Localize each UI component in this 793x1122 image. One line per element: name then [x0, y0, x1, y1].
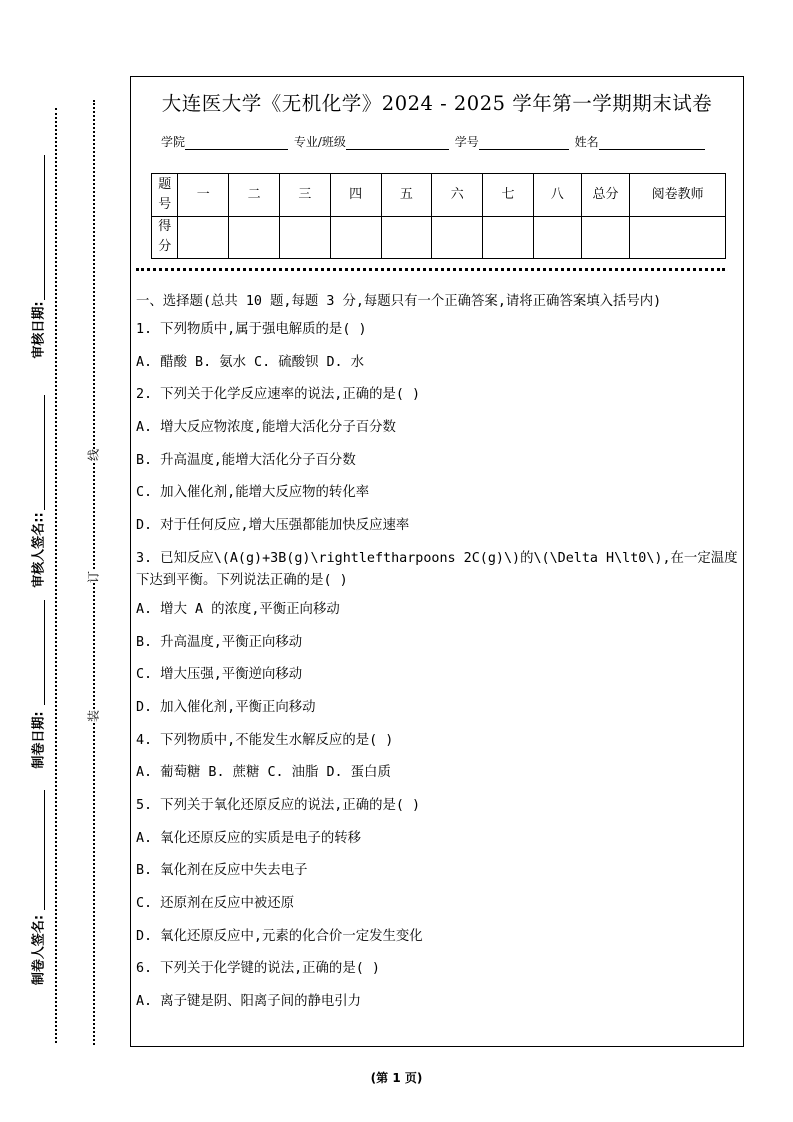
question-line: C. 增大压强,平衡逆向移动 — [136, 667, 303, 683]
score-cell[interactable] — [229, 216, 280, 259]
question-line: 5. 下列关于氧化还原反应的说法,正确的是( ) — [136, 797, 421, 813]
col-header: 六 — [432, 174, 483, 217]
score-table-header-row — [152, 174, 726, 217]
col-header: 三 — [279, 174, 330, 217]
question-line: A. 氧化还原反应的实质是电子的转移 — [136, 830, 362, 846]
score-cell[interactable] — [178, 216, 229, 259]
total-score-cell[interactable] — [581, 216, 630, 259]
id-label: 学号 — [454, 135, 479, 149]
question-line: A. 离子键是阴、阳离子间的静电引力 — [136, 994, 362, 1010]
score-table-score-row — [152, 216, 726, 259]
score-cell[interactable] — [432, 216, 483, 259]
question-line: D. 对于任何反应,增大压强都能加快反应速率 — [136, 518, 410, 534]
student-info-fields — [161, 133, 707, 150]
question-line: D. 加入催化剂,平衡正向移动 — [136, 699, 316, 715]
col-header: 四 — [330, 174, 381, 217]
question-line: A. 醋酸 B. 氨水 C. 硫酸钡 D. 水 — [136, 354, 365, 370]
question-line: A. 葡萄糖 B. 蔗糖 C. 油脂 D. 蛋白质 — [136, 765, 391, 781]
margin-dotted-line — [55, 108, 57, 1043]
maker-sign-line — [44, 790, 45, 910]
make-date-line — [44, 600, 45, 705]
col-header: 七 — [483, 174, 534, 217]
exam-title: 大连医大学《无机化学》2024 - 2025 学年第一学期期末试卷 — [161, 92, 713, 115]
score-table — [151, 173, 726, 259]
major-label: 专业/班级 — [293, 135, 346, 149]
major-field[interactable] — [346, 136, 449, 150]
page-number: (第 1 页) — [370, 1071, 423, 1085]
header-separator — [136, 268, 725, 271]
score-cell[interactable] — [381, 216, 432, 259]
question-line: 6. 下列关于化学键的说法,正确的是( ) — [136, 961, 380, 977]
student-id-field[interactable] — [479, 136, 569, 150]
col-header: 一 — [178, 174, 229, 217]
name-field[interactable] — [599, 136, 705, 150]
college-field[interactable] — [185, 136, 288, 150]
score-cell[interactable] — [279, 216, 330, 259]
grader-header: 阅卷教师 — [630, 174, 726, 217]
question-line: 1. 下列物质中,属于强电解质的是( ) — [136, 322, 367, 337]
exam-paper — [130, 76, 744, 1047]
col-header: 八 — [533, 174, 581, 217]
question-3-stem: 3. 已知反应\(A(g)+3B(g)\rightleftharpoons 2C(g)\)的\(\Delta H\lt0\),在一定温度下达到平衡。下列说法正确的是( ) — [136, 550, 738, 588]
score-row-header: 得分 — [152, 216, 178, 259]
col-header: 二 — [229, 174, 280, 217]
score-cell[interactable] — [533, 216, 581, 259]
reviewer-sign-line — [44, 395, 45, 510]
section-choice-questions — [136, 291, 739, 1024]
question-line: D. 氧化还原反应中,元素的化合价一定发生变化 — [136, 928, 423, 944]
name-label: 姓名 — [574, 135, 599, 149]
college-label: 学院 — [161, 135, 186, 149]
question-number-header: 题号 — [152, 174, 178, 217]
question-line: B. 升高温度,能增大活化分子百分数 — [136, 452, 356, 468]
section-title: 一、选择题(总共 10 题,每题 3 分,每题只有一个正确答案,请将正确答案填入括号内) — [136, 294, 662, 309]
review-date-line — [44, 155, 45, 300]
score-cell[interactable] — [483, 216, 534, 259]
question-line: 4. 下列物质中,不能发生水解反应的是( ) — [136, 732, 394, 748]
question-line: C. 加入催化剂,能增大反应物的转化率 — [136, 485, 370, 501]
col-header: 五 — [381, 174, 432, 217]
question-line: 2. 下列关于化学反应速率的说法,正确的是( ) — [136, 387, 421, 403]
grader-cell[interactable] — [630, 216, 726, 259]
question-line: A. 增大反应物浓度,能增大活化分子百分数 — [136, 420, 396, 436]
score-cell[interactable] — [330, 216, 381, 259]
question-line: B. 氧化剂在反应中失去电子 — [136, 863, 308, 879]
total-score-header: 总分 — [581, 174, 630, 217]
question-line: C. 还原剂在反应中被还原 — [136, 896, 295, 911]
question-line: A. 增大 A 的浓度,平衡正向移动 — [136, 601, 340, 617]
question-line: B. 升高温度,平衡正向移动 — [136, 634, 303, 650]
